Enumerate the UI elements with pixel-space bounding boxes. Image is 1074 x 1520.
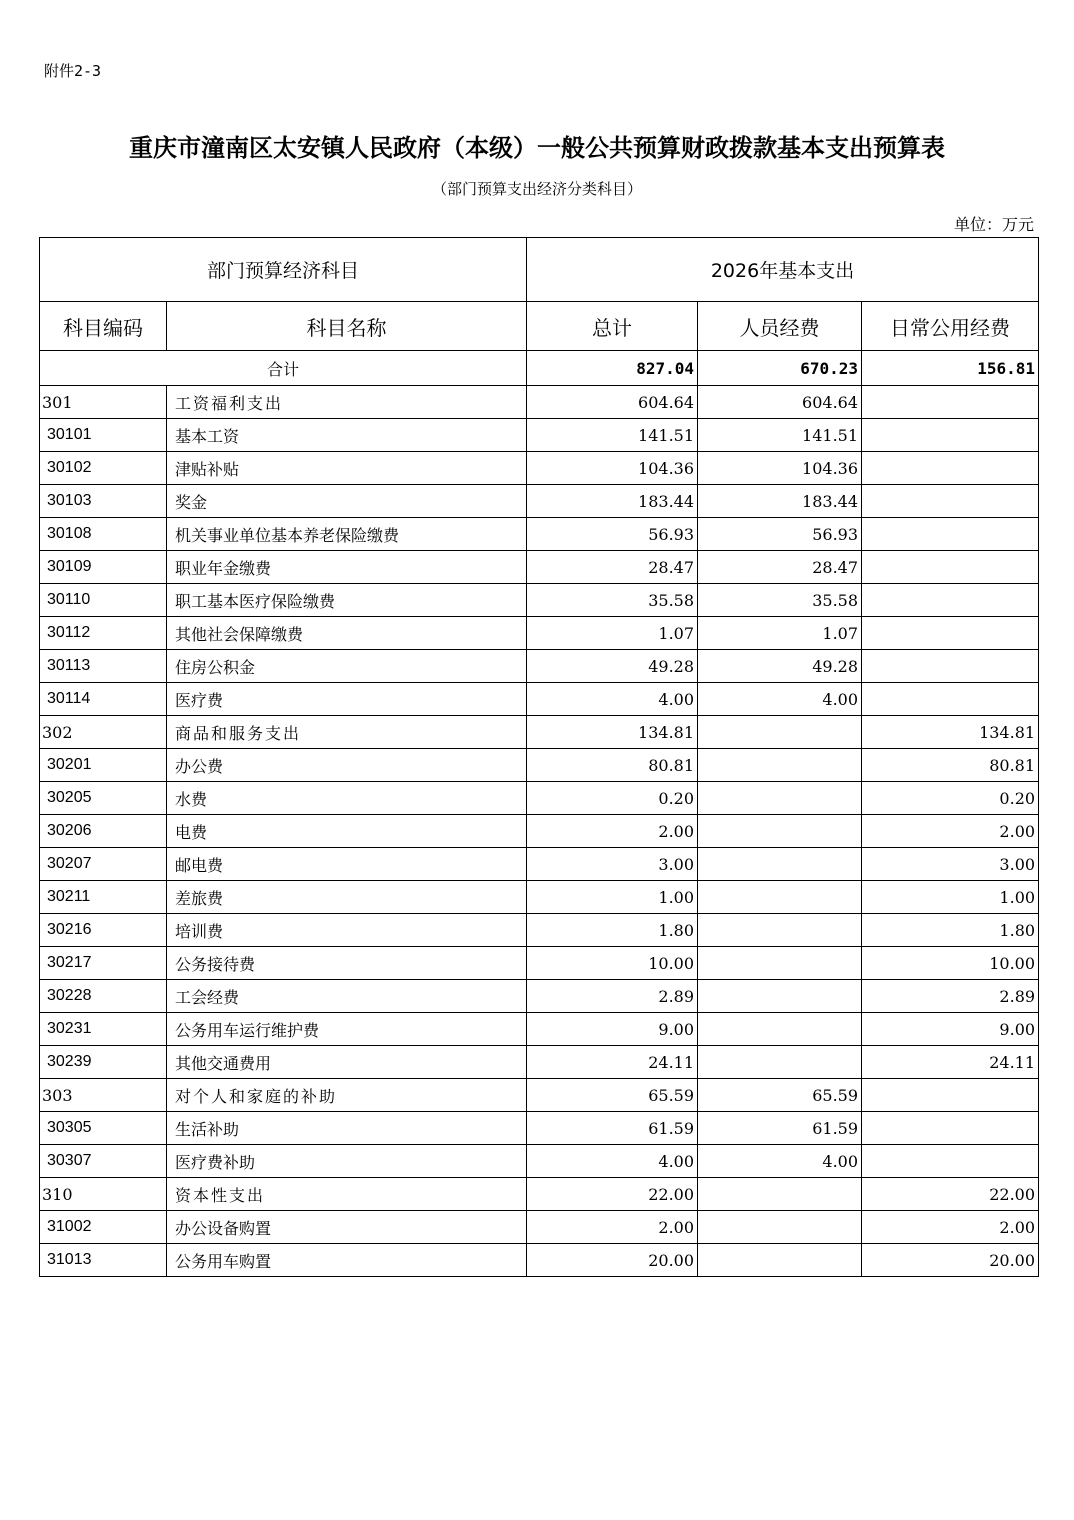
total-value: 49.28 xyxy=(527,650,698,683)
table-row xyxy=(40,1013,1039,1046)
table-row xyxy=(40,485,1039,518)
total-value: 80.81 xyxy=(527,749,698,782)
page-title: 重庆市潼南区太安镇人民政府（本级）一般公共预算财政拨款基本支出预算表 xyxy=(129,133,945,162)
table-row xyxy=(40,848,1039,881)
subject-code: 30305 xyxy=(40,1112,167,1145)
table-row xyxy=(40,815,1039,848)
subject-name: 奖金 xyxy=(167,485,527,518)
subject-code: 30101 xyxy=(40,419,167,452)
subject-name: 工会经费 xyxy=(167,980,527,1013)
total-value: 22.00 xyxy=(527,1178,698,1211)
subject-name: 住房公积金 xyxy=(167,650,527,683)
public-value xyxy=(862,1112,1039,1145)
personnel-value xyxy=(698,749,862,782)
total-value: 3.00 xyxy=(527,848,698,881)
public-value: 2.89 xyxy=(862,980,1039,1013)
public-value: 1.00 xyxy=(862,881,1039,914)
table-row xyxy=(40,1211,1039,1244)
total-value: 9.00 xyxy=(527,1013,698,1046)
personnel-value: 56.93 xyxy=(698,518,862,551)
subject-code: 30103 xyxy=(40,485,167,518)
header-personnel: 人员经费 xyxy=(698,302,862,351)
total-value: 24.11 xyxy=(527,1046,698,1079)
total-value: 183.44 xyxy=(527,485,698,518)
subject-name: 办公费 xyxy=(167,749,527,782)
personnel-value: 4.00 xyxy=(698,1145,862,1178)
public-value xyxy=(862,1079,1039,1112)
unit-label: 单位：万元 xyxy=(953,215,1034,234)
subject-name: 培训费 xyxy=(167,914,527,947)
header-economic-subject: 部门预算经济科目 xyxy=(40,238,527,302)
subject-code: 302 xyxy=(40,716,167,749)
personnel-value xyxy=(698,1244,862,1277)
category-row xyxy=(40,1079,1039,1112)
total-value: 2.00 xyxy=(527,1211,698,1244)
header-group-row xyxy=(40,238,1039,302)
header-name: 科目名称 xyxy=(167,302,527,351)
table-row xyxy=(40,650,1039,683)
public-value xyxy=(862,683,1039,716)
public-value: 22.00 xyxy=(862,1178,1039,1211)
total-value: 4.00 xyxy=(527,683,698,716)
subject-name: 公务用车购置 xyxy=(167,1244,527,1277)
subject-name: 其他社会保障缴费 xyxy=(167,617,527,650)
header-total: 总计 xyxy=(527,302,698,351)
budget-table xyxy=(39,237,1039,1277)
personnel-value xyxy=(698,1178,862,1211)
table-row xyxy=(40,683,1039,716)
subject-name: 公务接待费 xyxy=(167,947,527,980)
page-subtitle: （部门预算支出经济分类科目） xyxy=(431,180,642,198)
personnel-value: 1.07 xyxy=(698,617,862,650)
personnel-value: 49.28 xyxy=(698,650,862,683)
total-value: 0.20 xyxy=(527,782,698,815)
personnel-value xyxy=(698,980,862,1013)
personnel-value xyxy=(698,782,862,815)
table-row xyxy=(40,617,1039,650)
subject-code: 30113 xyxy=(40,650,167,683)
personnel-value: 104.36 xyxy=(698,452,862,485)
subject-code: 30102 xyxy=(40,452,167,485)
subject-code: 30211 xyxy=(40,881,167,914)
public-value xyxy=(862,617,1039,650)
subject-code: 31002 xyxy=(40,1211,167,1244)
table-row xyxy=(40,551,1039,584)
public-value: 24.11 xyxy=(862,1046,1039,1079)
total-value: 35.58 xyxy=(527,584,698,617)
public-value: 1.80 xyxy=(862,914,1039,947)
total-value: 61.59 xyxy=(527,1112,698,1145)
table-row xyxy=(40,980,1039,1013)
total-value: 1.80 xyxy=(527,914,698,947)
total-value: 28.47 xyxy=(527,551,698,584)
total-value: 141.51 xyxy=(527,419,698,452)
table-row xyxy=(40,782,1039,815)
personnel-value xyxy=(698,881,862,914)
public-value: 20.00 xyxy=(862,1244,1039,1277)
subject-name: 基本工资 xyxy=(167,419,527,452)
summary-row xyxy=(40,351,1039,386)
personnel-value xyxy=(698,947,862,980)
subject-code: 30207 xyxy=(40,848,167,881)
header-column-row xyxy=(40,302,1039,351)
personnel-value xyxy=(698,914,862,947)
subject-code: 30217 xyxy=(40,947,167,980)
total-value: 1.07 xyxy=(527,617,698,650)
public-value xyxy=(862,452,1039,485)
subject-name: 医疗费 xyxy=(167,683,527,716)
public-value xyxy=(862,551,1039,584)
table-row xyxy=(40,914,1039,947)
personnel-value xyxy=(698,716,862,749)
subject-name: 津贴补贴 xyxy=(167,452,527,485)
subject-code: 31013 xyxy=(40,1244,167,1277)
table-row xyxy=(40,749,1039,782)
public-value xyxy=(862,485,1039,518)
subject-code: 30108 xyxy=(40,518,167,551)
total-value: 2.89 xyxy=(527,980,698,1013)
public-value: 2.00 xyxy=(862,1211,1039,1244)
subject-code: 30205 xyxy=(40,782,167,815)
personnel-value: 61.59 xyxy=(698,1112,862,1145)
subject-name: 生活补助 xyxy=(167,1112,527,1145)
table-row xyxy=(40,518,1039,551)
subject-name: 邮电费 xyxy=(167,848,527,881)
subject-code: 30201 xyxy=(40,749,167,782)
subject-code: 303 xyxy=(40,1079,167,1112)
personnel-value: 35.58 xyxy=(698,584,862,617)
table-row xyxy=(40,1145,1039,1178)
subject-code: 30228 xyxy=(40,980,167,1013)
public-value xyxy=(862,650,1039,683)
subject-name: 差旅费 xyxy=(167,881,527,914)
subject-code: 301 xyxy=(40,386,167,419)
header-basic-expenditure: 2026年基本支出 xyxy=(527,238,1039,302)
subject-code: 30307 xyxy=(40,1145,167,1178)
total-value: 2.00 xyxy=(527,815,698,848)
category-row xyxy=(40,386,1039,419)
table-row xyxy=(40,419,1039,452)
table-row xyxy=(40,1112,1039,1145)
subject-name: 工资福利支出 xyxy=(167,386,527,419)
personnel-value: 604.64 xyxy=(698,386,862,419)
summary-personnel: 670.23 xyxy=(698,351,862,386)
total-value: 20.00 xyxy=(527,1244,698,1277)
subject-name: 职业年金缴费 xyxy=(167,551,527,584)
public-value xyxy=(862,584,1039,617)
subject-code: 30110 xyxy=(40,584,167,617)
category-row xyxy=(40,716,1039,749)
public-value: 9.00 xyxy=(862,1013,1039,1046)
subject-name: 对个人和家庭的补助 xyxy=(167,1079,527,1112)
public-value xyxy=(862,1145,1039,1178)
attachment-label: 附件2-3 xyxy=(44,62,102,80)
total-value: 56.93 xyxy=(527,518,698,551)
public-value: 80.81 xyxy=(862,749,1039,782)
subject-name: 其他交通费用 xyxy=(167,1046,527,1079)
personnel-value xyxy=(698,1013,862,1046)
subject-name: 资本性支出 xyxy=(167,1178,527,1211)
personnel-value: 28.47 xyxy=(698,551,862,584)
public-value: 0.20 xyxy=(862,782,1039,815)
total-value: 65.59 xyxy=(527,1079,698,1112)
subject-code: 30239 xyxy=(40,1046,167,1079)
subject-code: 30112 xyxy=(40,617,167,650)
subject-name: 电费 xyxy=(167,815,527,848)
personnel-value xyxy=(698,1046,862,1079)
public-value xyxy=(862,419,1039,452)
personnel-value xyxy=(698,815,862,848)
header-public: 日常公用经费 xyxy=(862,302,1039,351)
total-value: 1.00 xyxy=(527,881,698,914)
summary-label: 合计 xyxy=(40,351,527,386)
subject-code: 30216 xyxy=(40,914,167,947)
summary-public: 156.81 xyxy=(862,351,1039,386)
public-value xyxy=(862,518,1039,551)
subject-name: 机关事业单位基本养老保险缴费 xyxy=(167,518,527,551)
subject-code: 30114 xyxy=(40,683,167,716)
summary-total: 827.04 xyxy=(527,351,698,386)
personnel-value: 65.59 xyxy=(698,1079,862,1112)
public-value xyxy=(862,386,1039,419)
table-row xyxy=(40,1046,1039,1079)
table-row xyxy=(40,881,1039,914)
total-value: 134.81 xyxy=(527,716,698,749)
category-row xyxy=(40,1178,1039,1211)
subject-name: 医疗费补助 xyxy=(167,1145,527,1178)
personnel-value: 141.51 xyxy=(698,419,862,452)
total-value: 604.64 xyxy=(527,386,698,419)
table-row xyxy=(40,947,1039,980)
public-value: 134.81 xyxy=(862,716,1039,749)
subject-code: 30206 xyxy=(40,815,167,848)
personnel-value xyxy=(698,1211,862,1244)
personnel-value: 183.44 xyxy=(698,485,862,518)
public-value: 10.00 xyxy=(862,947,1039,980)
header-code: 科目编码 xyxy=(40,302,167,351)
total-value: 4.00 xyxy=(527,1145,698,1178)
subject-code: 310 xyxy=(40,1178,167,1211)
subject-code: 30231 xyxy=(40,1013,167,1046)
subject-name: 职工基本医疗保险缴费 xyxy=(167,584,527,617)
total-value: 10.00 xyxy=(527,947,698,980)
subject-code: 30109 xyxy=(40,551,167,584)
public-value: 2.00 xyxy=(862,815,1039,848)
table-row xyxy=(40,584,1039,617)
personnel-value xyxy=(698,848,862,881)
total-value: 104.36 xyxy=(527,452,698,485)
table-row xyxy=(40,452,1039,485)
subject-name: 办公设备购置 xyxy=(167,1211,527,1244)
subject-name: 商品和服务支出 xyxy=(167,716,527,749)
table-row xyxy=(40,1244,1039,1277)
personnel-value: 4.00 xyxy=(698,683,862,716)
public-value: 3.00 xyxy=(862,848,1039,881)
subject-name: 水费 xyxy=(167,782,527,815)
subject-name: 公务用车运行维护费 xyxy=(167,1013,527,1046)
